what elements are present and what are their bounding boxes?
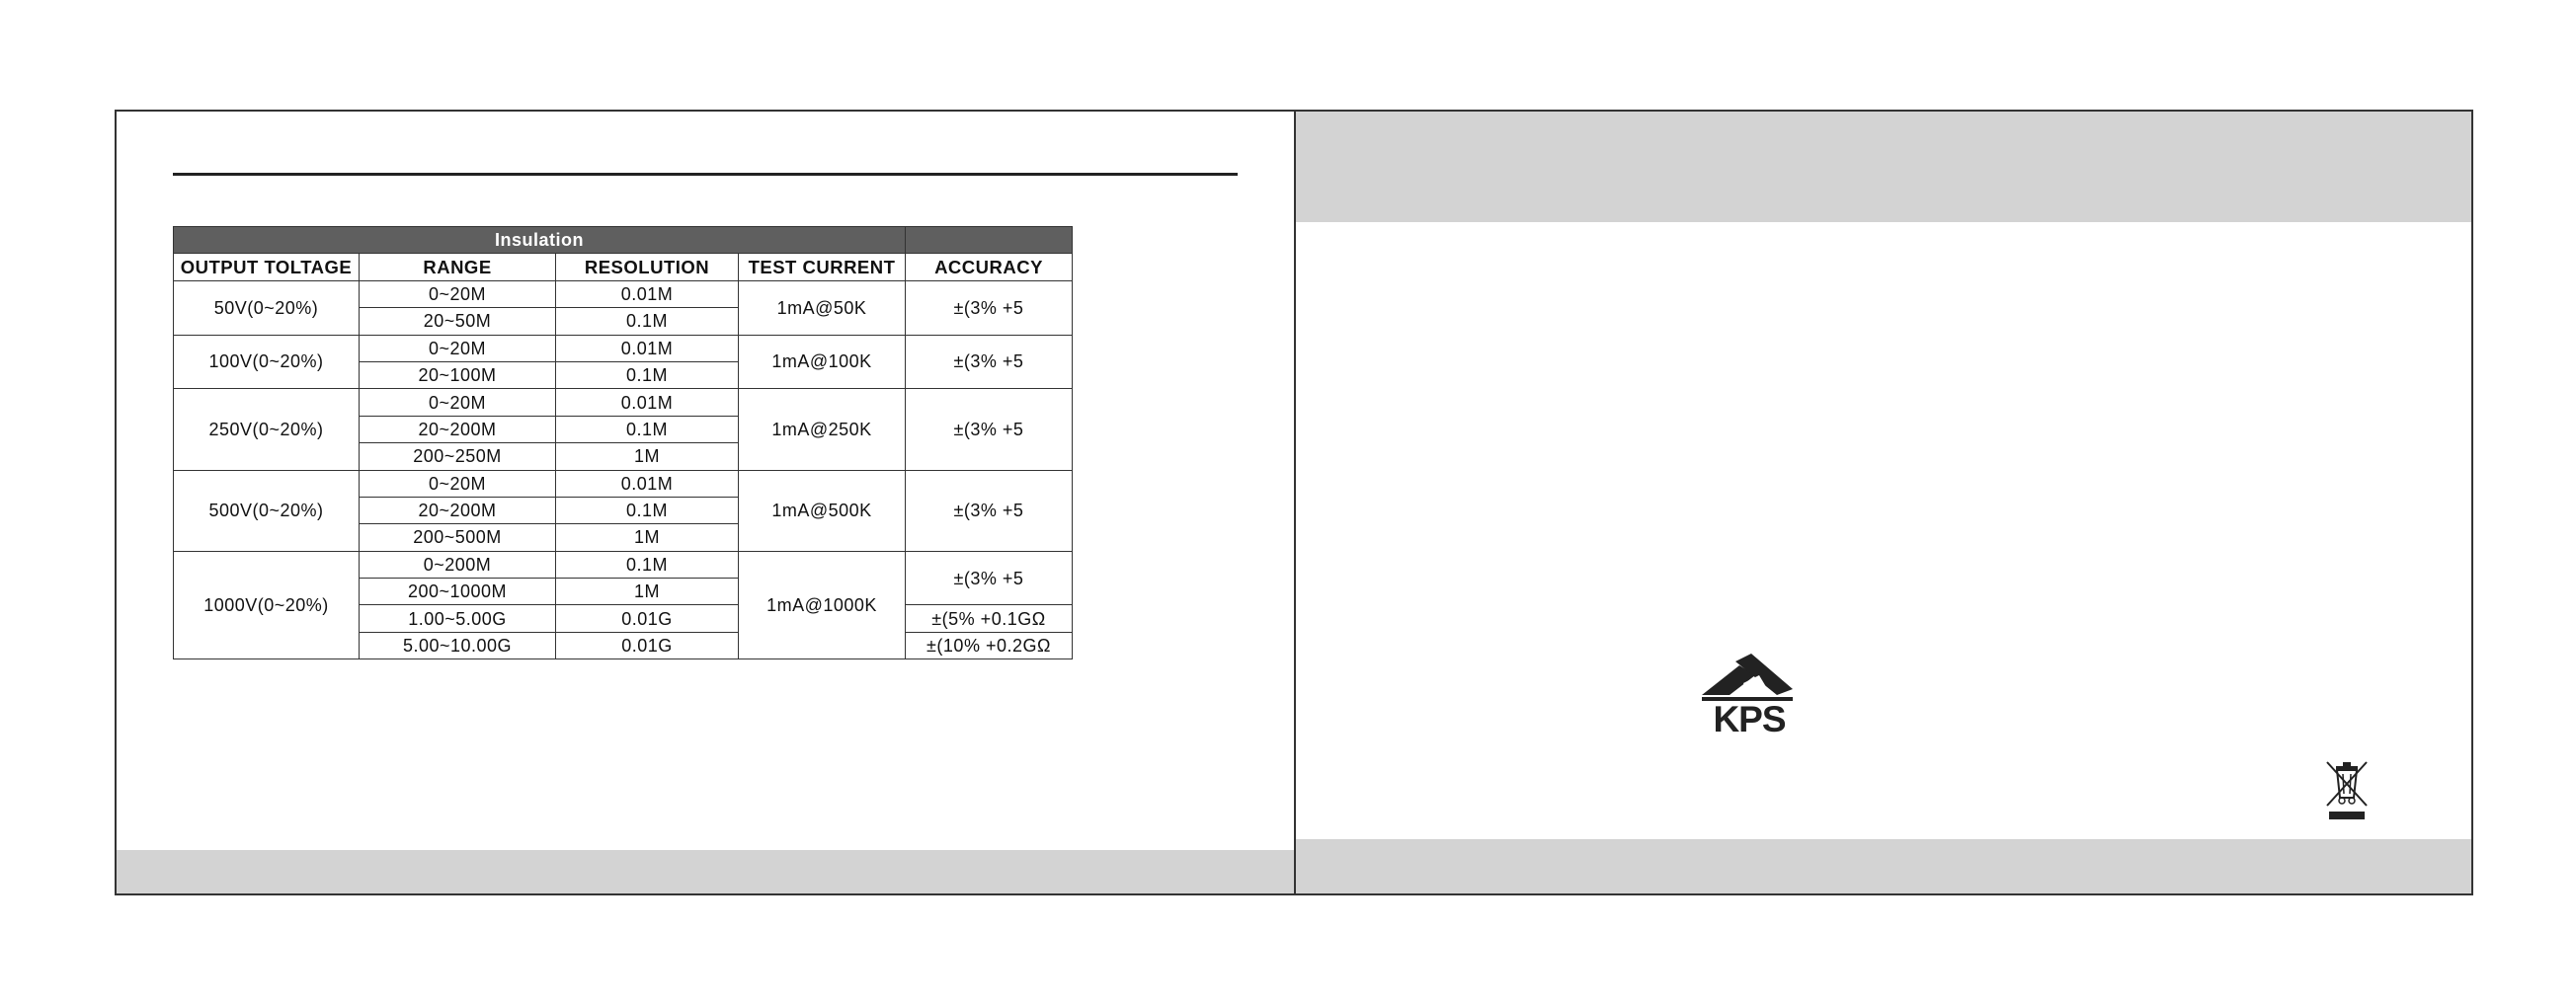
table-body: [174, 280, 1073, 658]
range-cell: 0~200M: [360, 551, 556, 578]
right-header-band: [1296, 112, 2471, 222]
range-cell: 5.00~10.00G: [360, 632, 556, 658]
range-cell: 20~200M: [360, 416, 556, 442]
table-title-blank-cell: [906, 227, 1073, 254]
resolution-cell: 0.01M: [556, 470, 739, 497]
accuracy-cell: ±(3% +5: [906, 335, 1073, 389]
resolution-cell: 1M: [556, 524, 739, 551]
accuracy-cell: ±(10% +0.2GΩ: [906, 632, 1073, 658]
voltage-cell: 500V(0~20%): [174, 470, 360, 551]
table-row: [174, 551, 1073, 578]
resolution-cell: 0.01M: [556, 280, 739, 307]
header-rule: [173, 173, 1238, 176]
voltage-cell: 1000V(0~20%): [174, 551, 360, 659]
accuracy-cell: ±(3% +5: [906, 470, 1073, 551]
voltage-cell: 250V(0~20%): [174, 389, 360, 470]
voltage-cell: 50V(0~20%): [174, 280, 360, 335]
header-range: RANGE: [360, 254, 556, 280]
voltage-cell: 100V(0~20%): [174, 335, 360, 389]
table-row: [174, 470, 1073, 497]
header-resolution: RESOLUTION: [556, 254, 739, 280]
test-current-cell: 1mA@500K: [739, 470, 906, 551]
kps-logo: [1700, 654, 1799, 742]
accuracy-cell: ±(3% +5: [906, 551, 1073, 605]
resolution-cell: 0.1M: [556, 497, 739, 523]
range-cell: 20~100M: [360, 361, 556, 388]
test-current-cell: 1mA@1000K: [739, 551, 906, 659]
kps-logo-icon: [1700, 654, 1799, 703]
range-cell: 0~20M: [360, 335, 556, 361]
resolution-cell: 1M: [556, 579, 739, 605]
resolution-cell: 0.1M: [556, 308, 739, 335]
range-cell: 20~200M: [360, 497, 556, 523]
logo-text: KPS: [1713, 699, 1786, 739]
table-row: [174, 389, 1073, 416]
resolution-cell: 0.1M: [556, 416, 739, 442]
range-cell: 20~50M: [360, 308, 556, 335]
accuracy-cell: ±(3% +5: [906, 280, 1073, 335]
header-output-voltage: OUTPUT TOLTAGE: [174, 254, 360, 280]
range-cell: 0~20M: [360, 280, 556, 307]
resolution-cell: 0.1M: [556, 361, 739, 388]
resolution-cell: 0.01G: [556, 605, 739, 632]
range-cell: 200~1000M: [360, 579, 556, 605]
resolution-cell: 0.01M: [556, 389, 739, 416]
left-footer-band: [117, 850, 1294, 893]
header-test-current: TEST CURRENT: [739, 254, 906, 280]
right-footer-band: [1296, 839, 2471, 893]
range-cell: 1.00~5.00G: [360, 605, 556, 632]
test-current-cell: 1mA@100K: [739, 335, 906, 389]
range-cell: 200~500M: [360, 524, 556, 551]
table-header-row: [174, 254, 1073, 280]
table-row: [174, 335, 1073, 361]
table-title: Insulation: [174, 227, 906, 254]
accuracy-cell: ±(3% +5: [906, 389, 1073, 470]
resolution-cell: 0.01G: [556, 632, 739, 658]
resolution-cell: 1M: [556, 443, 739, 470]
left-page: [115, 110, 1296, 895]
table-row: [174, 280, 1073, 307]
insulation-spec-table: [173, 226, 1073, 659]
header-accuracy: ACCURACY: [906, 254, 1073, 280]
resolution-cell: 0.01M: [556, 335, 739, 361]
table-title-row: [174, 227, 1073, 254]
range-cell: 200~250M: [360, 443, 556, 470]
crossed-bin-icon: [2323, 760, 2371, 821]
right-page: [1294, 110, 2473, 895]
accuracy-cell: ±(5% +0.1GΩ: [906, 605, 1073, 632]
range-cell: 0~20M: [360, 389, 556, 416]
test-current-cell: 1mA@250K: [739, 389, 906, 470]
resolution-cell: 0.1M: [556, 551, 739, 578]
test-current-cell: 1mA@50K: [739, 280, 906, 335]
range-cell: 0~20M: [360, 470, 556, 497]
